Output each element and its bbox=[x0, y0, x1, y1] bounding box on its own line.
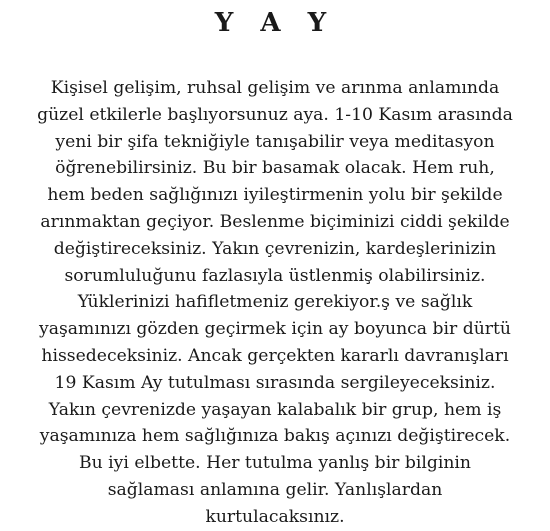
text-line: güzel etkilerle başlıyorsunuz aya. 1-10 Kasım arasında bbox=[37, 104, 513, 125]
text-line: 19 Kasım Ay tutulması sırasında sergileyeceksiniz. bbox=[54, 372, 496, 393]
text-line: hissedeceksiniz. Ancak gerçekten kararlı davranışları bbox=[41, 345, 509, 366]
text-line: yaşamınızı gözden geçirmek için ay boyunca bir dürtü bbox=[39, 319, 511, 340]
page-title: Y A Y bbox=[214, 8, 336, 38]
text-line: Yakın çevrenizde yaşayan kalabalık bir grup, hem iş bbox=[48, 399, 502, 420]
text-line: değiştireceksiniz. Yakın çevrenizin, kardeşlerinizin bbox=[53, 238, 497, 259]
text-line: yaşamınıza hem sağlığınıza bakış açınızı değiştirecek. bbox=[39, 426, 511, 447]
text-line: öğrenebilirsiniz. Bu bir basamak olacak. Hem ruh, bbox=[55, 158, 495, 179]
text-line: Yüklerinizi hafifletmeniz gerekiyor.ş ve sağlık bbox=[77, 292, 473, 313]
text-line: Kişisel gelişim, ruhsal gelişim ve arınma anlamında bbox=[50, 78, 500, 98]
text-line: yeni bir şifa tekniğiyle tanışabilir veya meditasyon bbox=[55, 131, 495, 152]
text-line: Bu iyi elbette. Her tutulma yanlış bir bilginin bbox=[79, 453, 471, 474]
text-line: arınmaktan geçiyor. Beslenme biçiminizi ciddi şekilde bbox=[40, 211, 510, 232]
text-line: kurtulacaksınız. bbox=[205, 506, 345, 527]
text-line: sorumluluğunu fazlasıyla üstlenmiş olabilirsiniz. bbox=[64, 265, 486, 286]
text-line: hem beden sağlığınızı iyileştirmenin yolu bir şekilde bbox=[47, 185, 503, 206]
text-line: sağlaması anlamına gelir. Yanlışlardan bbox=[107, 479, 443, 500]
horoscope-text bbox=[4, 46, 546, 531]
